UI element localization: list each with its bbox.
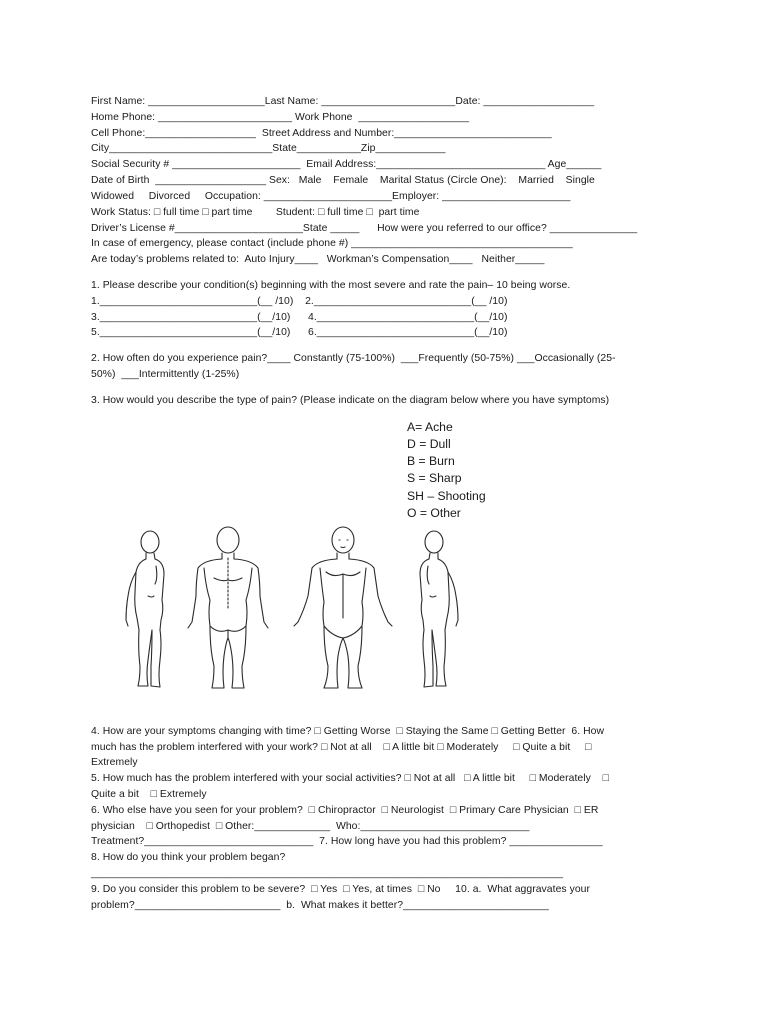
q1-title: 1. Please describe your condition(s) beginning with the most severe and rate the pain– 10 being worse. xyxy=(91,280,571,291)
q7-line[interactable]: Treatment?_____________________________ 7. How long have you had this problem? ________________ xyxy=(91,836,603,847)
body-figure-side-left[interactable] xyxy=(420,531,458,687)
phone-line[interactable]: Home Phone: _______________________ Work Phone ___________________ xyxy=(91,112,470,123)
q8-answer-line[interactable]: _________________________________________________________________________________ xyxy=(91,868,564,879)
q1-row-3[interactable]: 5.___________________________(__/10) 6.___________________________(__/10) xyxy=(91,327,508,338)
ssn-email-age-line[interactable]: Social Security # ______________________ Email Address:_____________________________ Age______ xyxy=(91,159,602,170)
marital-occupation-line[interactable]: Widowed Divorced Occupation: ______________________Employer: ______________________ xyxy=(91,191,571,202)
q2-line-1[interactable]: 2. How often do you experience pain?____ Constantly (75-100%) ___Frequently (50-75%) ___Occasionally (25- xyxy=(91,353,616,364)
body-figure-side-right[interactable] xyxy=(126,531,164,687)
body-diagram[interactable] xyxy=(118,526,478,694)
body-figure-front[interactable] xyxy=(294,527,392,688)
q6-line-2[interactable]: physician □ Orthopedist □ Other:_____________ Who:_____________________________ xyxy=(91,821,530,832)
q9-line-1[interactable]: 9. Do you consider this problem to be severe? □ Yes □ Yes, at times □ No 10. a. What aggravates your xyxy=(91,884,590,895)
q4-line-2[interactable]: much has the problem interfered with your work? □ Not at all □ A little bit □ Moderately □ Quite a bit □ xyxy=(91,742,592,753)
dob-sex-marital-line[interactable]: Date of Birth ___________________ Sex: Male Female Marital Status (Circle One): Married Single xyxy=(91,175,595,186)
q4-line-1[interactable]: 4. How are your symptoms changing with time? □ Getting Worse □ Staying the Same □ Getting Better 6. How xyxy=(91,726,605,737)
q9-line-2[interactable]: problem?_________________________ b. What makes it better?_________________________ xyxy=(91,900,549,911)
city-state-zip-line[interactable]: City____________________________State___________Zip____________ xyxy=(91,143,446,154)
body-figure-back[interactable] xyxy=(188,527,268,688)
cell-address-line[interactable]: Cell Phone:___________________ Street Address and Number:___________________________ xyxy=(91,128,552,139)
emergency-contact-line[interactable]: In case of emergency, please contact (include phone #) ______________________________________ xyxy=(91,238,573,249)
legend-dull: D = Dull xyxy=(407,437,451,451)
license-referral-line[interactable]: Driver’s License #______________________State _____ How were you referred to our office? _______________ xyxy=(91,223,638,234)
q5-line-2[interactable]: Quite a bit □ Extremely xyxy=(91,789,207,800)
q3-title: 3. How would you describe the type of pain? (Please indicate on the diagram below where you have symptoms) xyxy=(91,395,610,406)
q5-line-1[interactable]: 5. How much has the problem interfered with your social activities? □ Not at all □ A little bit □ Moderately □ xyxy=(91,773,609,784)
name-date-line[interactable]: First Name: ____________________Last Name: _______________________Date: ___________________ xyxy=(91,96,595,107)
legend-shooting: SH – Shooting xyxy=(407,489,486,503)
q8-title: 8. How do you think your problem began? xyxy=(91,852,286,863)
q1-row-1[interactable]: 1.___________________________(__ /10) 2.___________________________(__ /10) xyxy=(91,296,508,307)
legend-other: O = Other xyxy=(407,506,461,520)
q6-line-1[interactable]: 6. Who else have you seen for your problem? □ Chiropractor □ Neurologist □ Primary Care Physician □ ER xyxy=(91,805,599,816)
work-status-line[interactable]: Work Status: □ full time □ part time Student: □ full time □ part time xyxy=(91,207,420,218)
q2-line-2[interactable]: 50%) ___Intermittently (1-25%) xyxy=(91,369,240,380)
legend-ache: A= Ache xyxy=(407,420,453,434)
problem-related-line[interactable]: Are today’s problems related to: Auto Injury____ Workman’s Compensation____ Neither_____ xyxy=(91,254,545,265)
legend-sharp: S = Sharp xyxy=(407,471,462,485)
q1-row-2[interactable]: 3.___________________________(__/10) 4.___________________________(__/10) xyxy=(91,312,508,323)
legend-burn: B = Burn xyxy=(407,454,455,468)
q4-line-3[interactable]: Extremely xyxy=(91,757,138,768)
